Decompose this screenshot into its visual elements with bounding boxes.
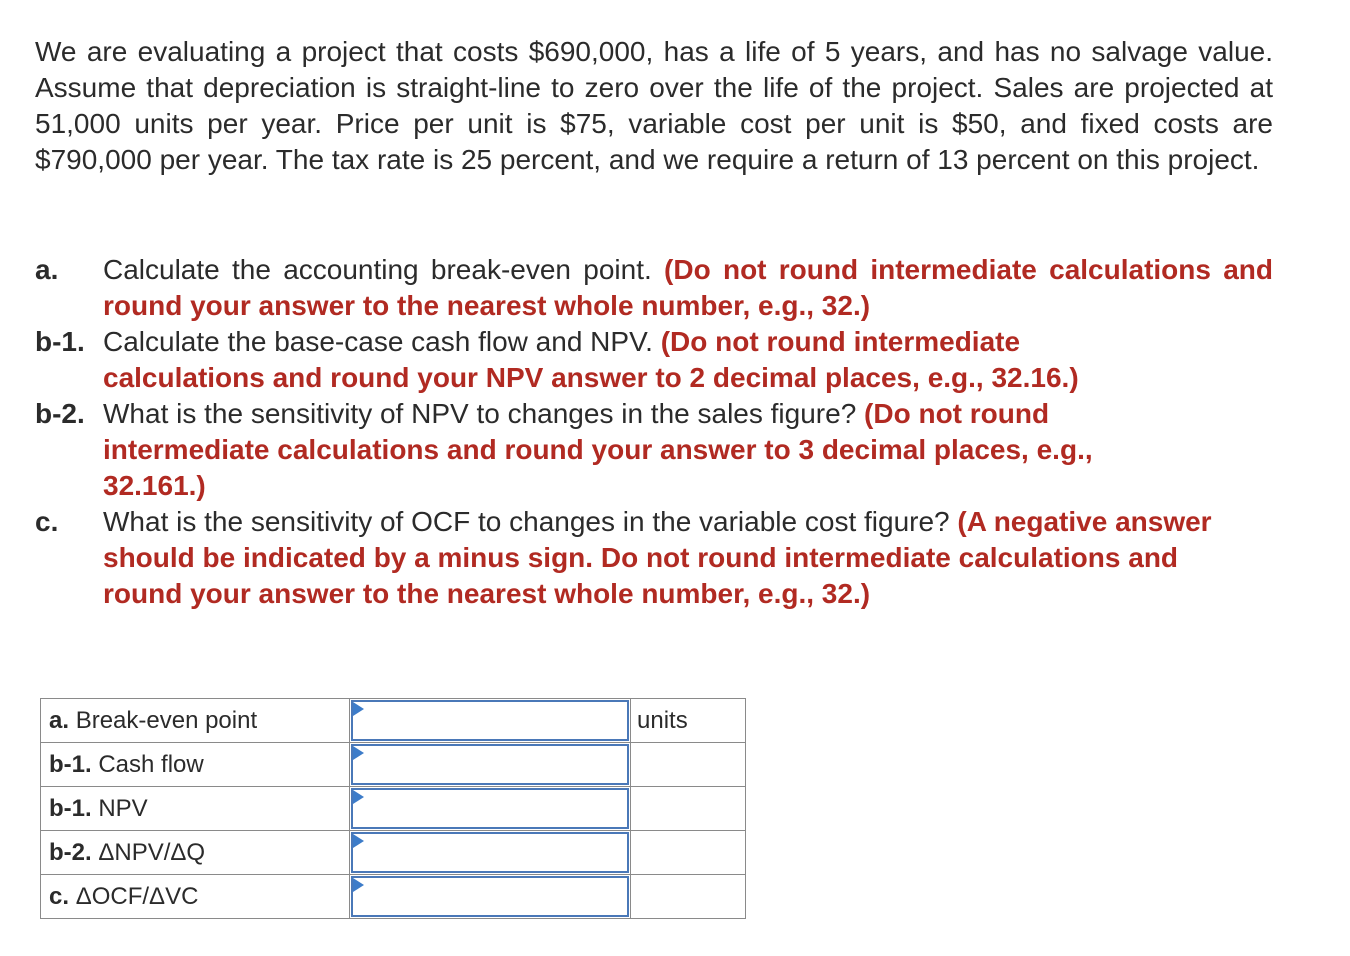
question-c [35,504,1273,612]
answer-prefix: b-1. [49,750,92,778]
answer-box [351,700,629,741]
question-body [103,324,1273,396]
rounding-note: (Do not round intermediate calculations and round your answer to the nearest whole number, e.g., 32.) [103,254,1274,321]
unit-label [631,831,746,875]
answer-prefix: b-1. [49,794,92,822]
answer-box [351,788,629,829]
answer-label-text: ΔOCF/ΔVC [75,882,199,910]
unit-label: units [631,699,746,743]
answer-row-ocf-sensitivity [41,875,746,919]
answer-prefix: c. [49,882,70,910]
answer-row-npv [41,787,746,831]
question-text: Calculate the accounting break-even point. [103,254,652,285]
answer-label [41,787,350,831]
answer-row-cash-flow [41,743,746,787]
answer-label [41,831,350,875]
answer-label [41,875,350,919]
unit-label [631,743,746,787]
input-marker-icon [353,746,364,760]
input-marker-icon [353,790,364,804]
input-marker-icon [353,702,364,716]
question-label: b-1. [35,326,85,357]
answer-label-text: Break-even point [75,706,258,734]
rounding-note: (Do not round intermediate calculations and round your NPV answer to 2 decimal places, e.g., 32.16.) [103,326,1079,393]
cash-flow-input[interactable] [353,746,627,783]
answer-cell [350,875,631,919]
answer-box [351,744,629,785]
question-text: Calculate the base-case cash flow and NPV. [103,326,653,357]
rounding-note: (A negative answer should be indicated by a minus sign. Do not round intermediate calculations and round your answer to the nearest whole number, e.g., 32.) [103,506,1212,609]
break-even-input[interactable] [353,702,627,739]
answer-label [41,743,350,787]
unit-label [631,875,746,919]
question-label: a. [35,254,59,285]
problem-statement: We are evaluating a project that costs $690,000, has a life of 5 years, and has no salvage value. Assume that depreciation is straight-line to zero over the life of the project. Sales are projected at 51,000 units per year. Price per unit is $75, variable cost per unit is $50, and fixed costs are $790,000 per year. The tax rate is 25 percent, and we require a return of 13 percent on this project. [35,36,1273,175]
answer-prefix: a. [49,706,70,734]
answer-row-break-even [41,699,746,743]
question-label: c. [35,506,59,537]
question-a [35,252,1273,324]
answer-box [351,876,629,917]
answer-label-text: NPV [98,794,148,822]
question-text: What is the sensitivity of NPV to changes in the sales figure? [103,398,857,429]
answer-label [41,699,350,743]
question-body [103,504,1273,612]
question-label: b-2. [35,398,85,429]
answer-prefix: b-2. [49,838,92,866]
unit-label [631,787,746,831]
question-body [103,252,1273,324]
input-marker-icon [353,834,364,848]
answer-label-text: ΔNPV/ΔQ [98,838,206,866]
npv-sensitivity-input[interactable] [353,834,627,871]
answer-table [40,698,746,919]
question-list [35,252,1273,612]
npv-input[interactable] [353,790,627,827]
answer-row-npv-sensitivity [41,831,746,875]
answer-cell [350,699,631,743]
answer-cell [350,787,631,831]
answer-label-text: Cash flow [98,750,204,778]
rounding-note: (Do not round intermediate calculations and round your answer to 3 decimal places, e.g., 32.161.) [103,398,1093,501]
answer-box [351,832,629,873]
ocf-sensitivity-input[interactable] [353,878,627,915]
question-b2 [35,396,1273,504]
question-b1 [35,324,1273,396]
question-body [103,396,1273,504]
answer-cell [350,743,631,787]
answer-cell [350,831,631,875]
input-marker-icon [353,878,364,892]
question-text: What is the sensitivity of OCF to changes in the variable cost figure? [103,506,950,537]
